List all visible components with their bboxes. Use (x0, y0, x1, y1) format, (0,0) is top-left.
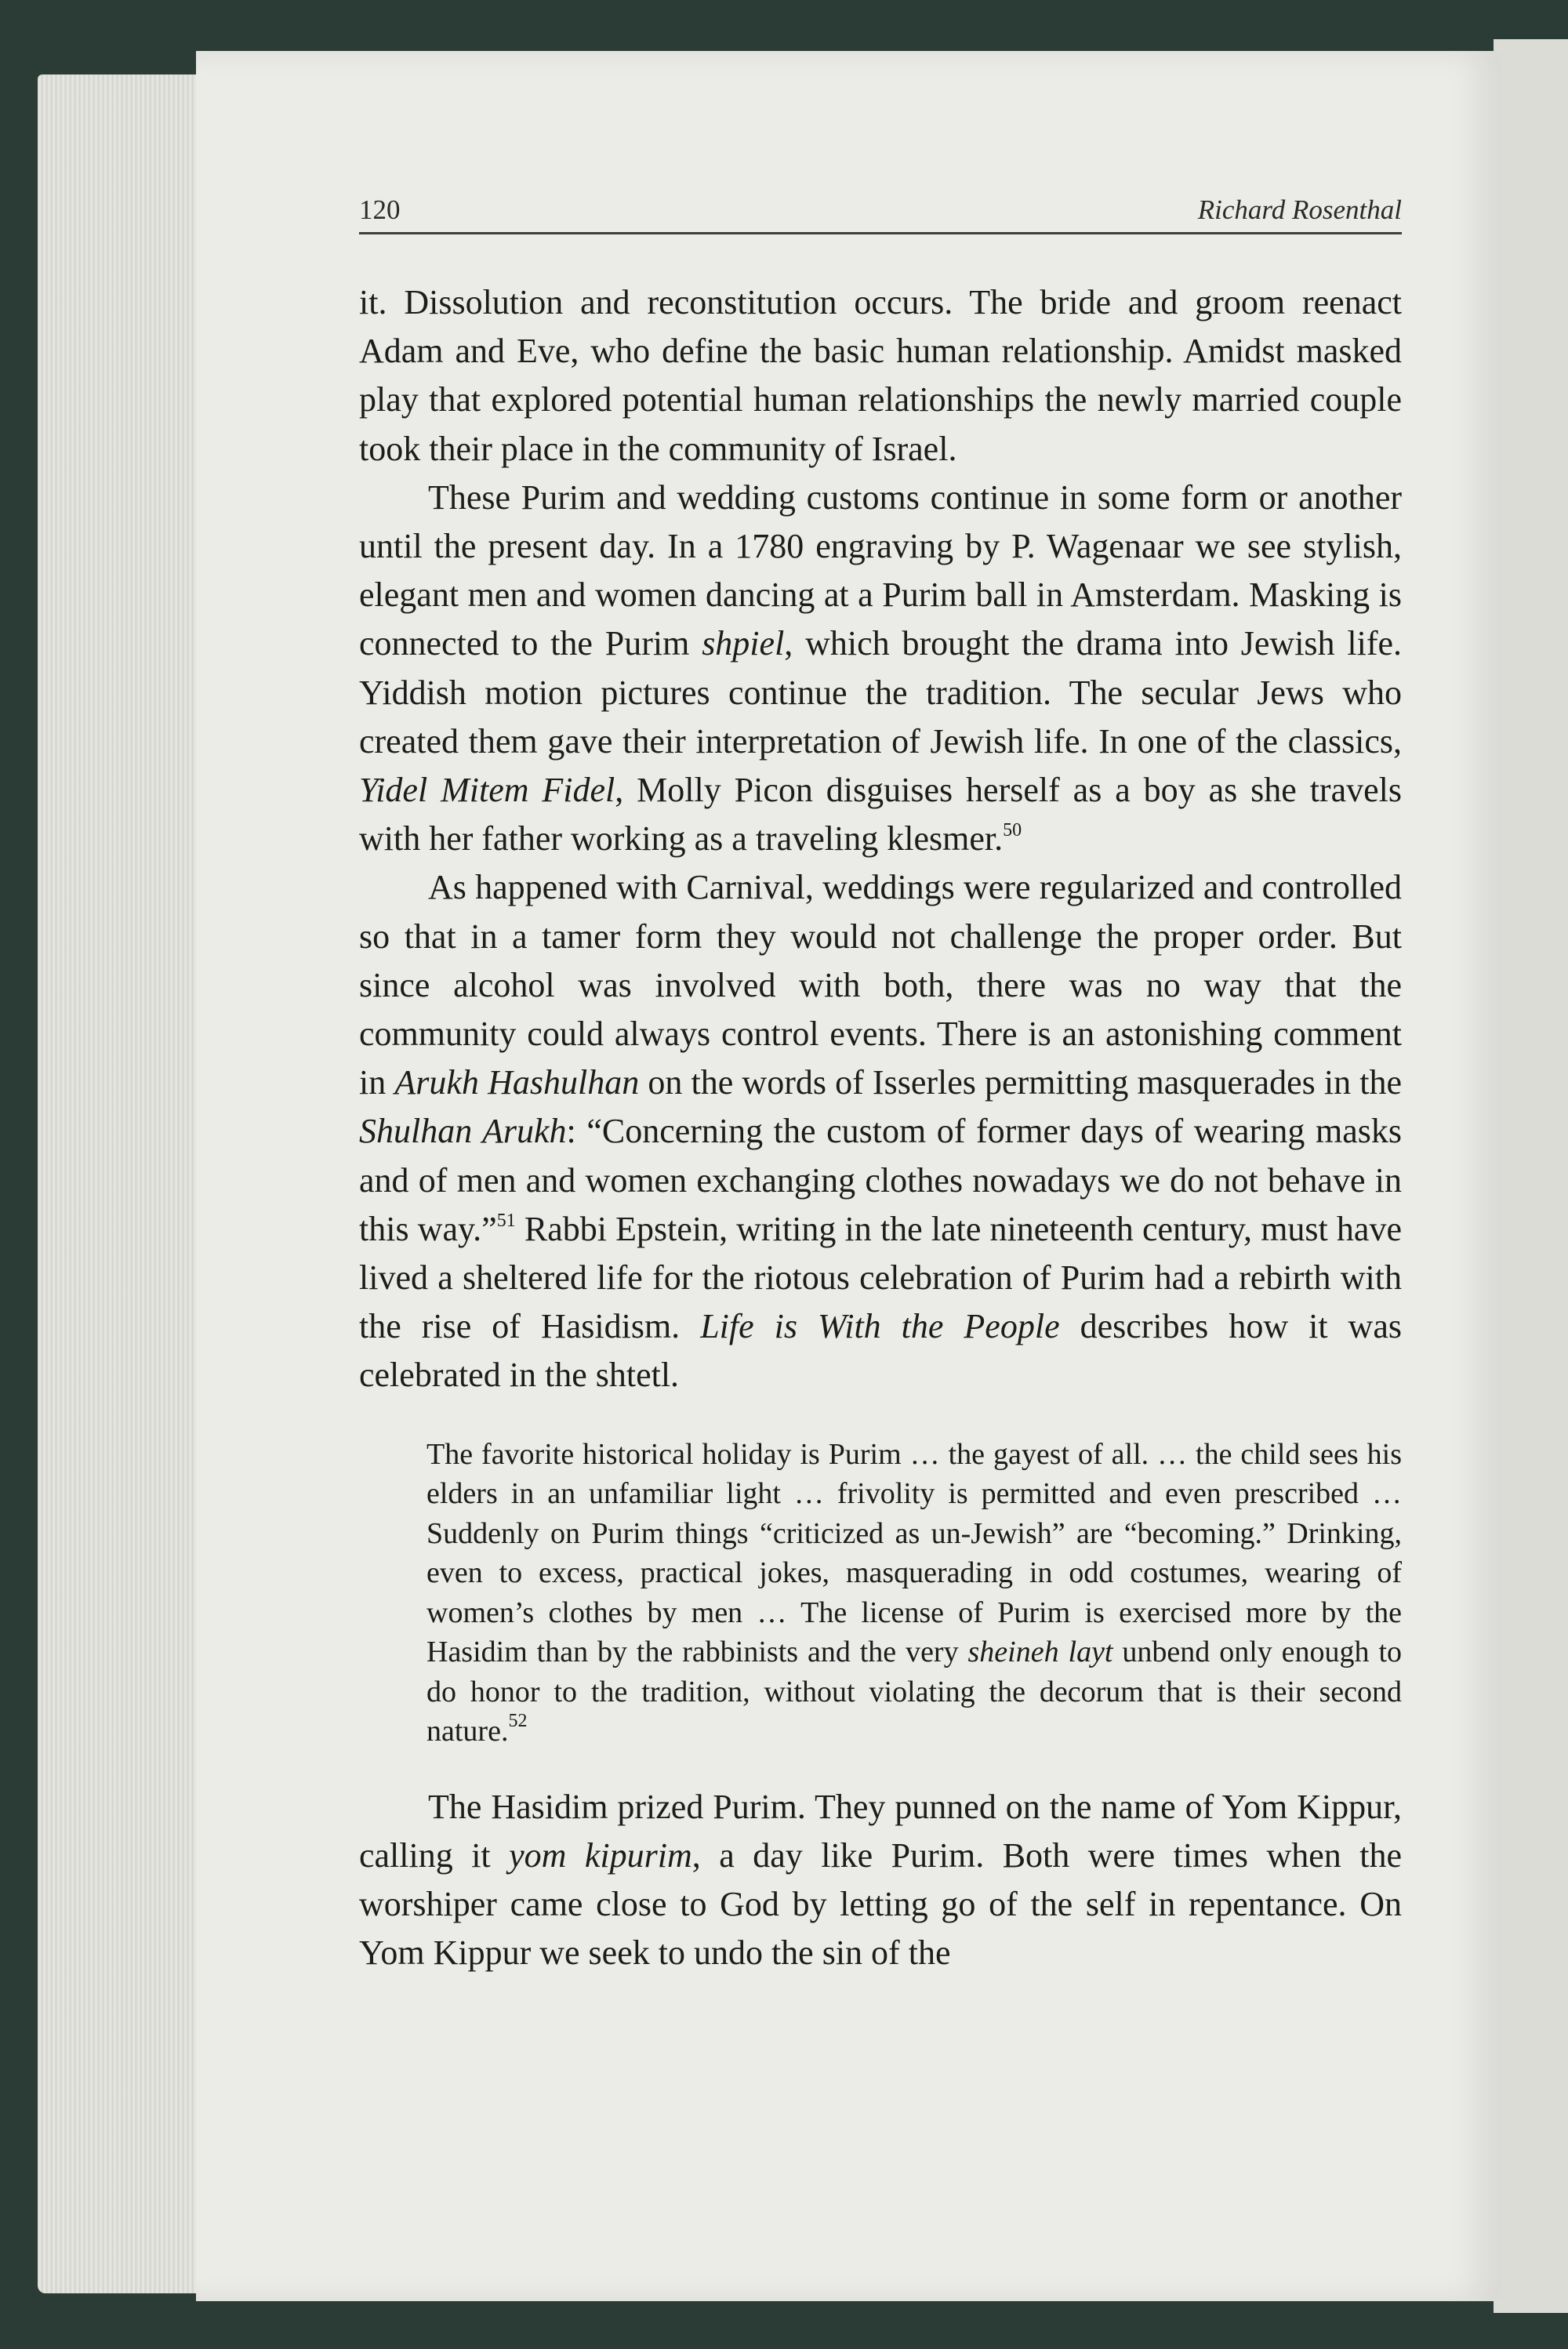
paragraph-3: As happened with Carnival, weddings were regularized and controlled so that in a tamer form they would not challenge the proper order. But since alcohol was involved with both, there was no way that the community could always control events. There is an astonishing comment in Arukh Hashulhan on the words of Isserles permitting masquerades in the Shulhan Arukh: “Concerning the custom of former days of wearing masks and of men and women exchanging clothes nowadays we do not behave in this way.”$^{51}$ Rabbi Epstein, writing in the late nineteenth century, must have lived a sheltered life for the riotous celebration of Purim had a rebirth with the rise of Hasidism. Life is With the People describes how it was celebrated in the shtetl. (359, 868, 1403, 1395)
paragraph-1: it. Dissolution and reconstitution occurs. The bride and groom reenact Adam and Eve, who define the basic human relationship. Amidst masked play that explored potential human relationships the newly married couple took their place in the community of Israel. (359, 283, 1402, 468)
running-head-author: Richard Rosenthal (1197, 194, 1402, 225)
book-page (196, 51, 1501, 2301)
paragraph-2: These Purim and wedding customs continue in some form or another until the present day. In a 1780 engraving by P. Wagenaar we see stylish, elegant men and women dancing at a Purim ball in Amsterdam. Masking is connected to the Purim shpiel, which brought the drama into Jewish life. Yiddish motion pictures continue the tradition. The secular Jews who created them gave their interpretation of Jewish life. In one of the classics, Yidel Mitem Fidel, Molly Picon disguises herself as a boy as she travels with her father working as a traveling klesmer.$^{50}$ (359, 477, 1402, 859)
footnote-ref-50: 50 (1003, 820, 1022, 841)
page-number: 120 (359, 194, 401, 225)
body-text (359, 278, 1402, 1977)
running-head (359, 194, 1402, 234)
footnote-ref-51: 51 (496, 1210, 516, 1231)
block-quote: The favorite historical holiday is Purim … the gayest of all. … the child sees his elders in an unfamiliar light … frivolity is permitted and even prescribed … Suddenly on Purim things “criticized as un-Jewish” are “becoming.” Drinking, even to excess, practical jokes, masquerading in odd costumes, wearing of women’s clothes by men … The license of Purim is exercised more by the Hasidim than by the rabbinists and the very sheineh layt unbend only enough to do honor to the tradition, without violating the decorum that is their second nature.$^{52}$ (426, 1437, 1403, 1748)
adjacent-page-edge (1494, 39, 1568, 2313)
footnote-ref-52: 52 (508, 1711, 528, 1732)
page-stack-edge (38, 74, 210, 2293)
paragraph-4: The Hasidim prized Purim. They punned on the name of Yom Kippur, calling it yom kipurim, a day like Purim. Both were times when the worshiper came close to God by letting go of the self in repentance. On Yom Kippur we seek to undo the sin of the (359, 1787, 1402, 1973)
